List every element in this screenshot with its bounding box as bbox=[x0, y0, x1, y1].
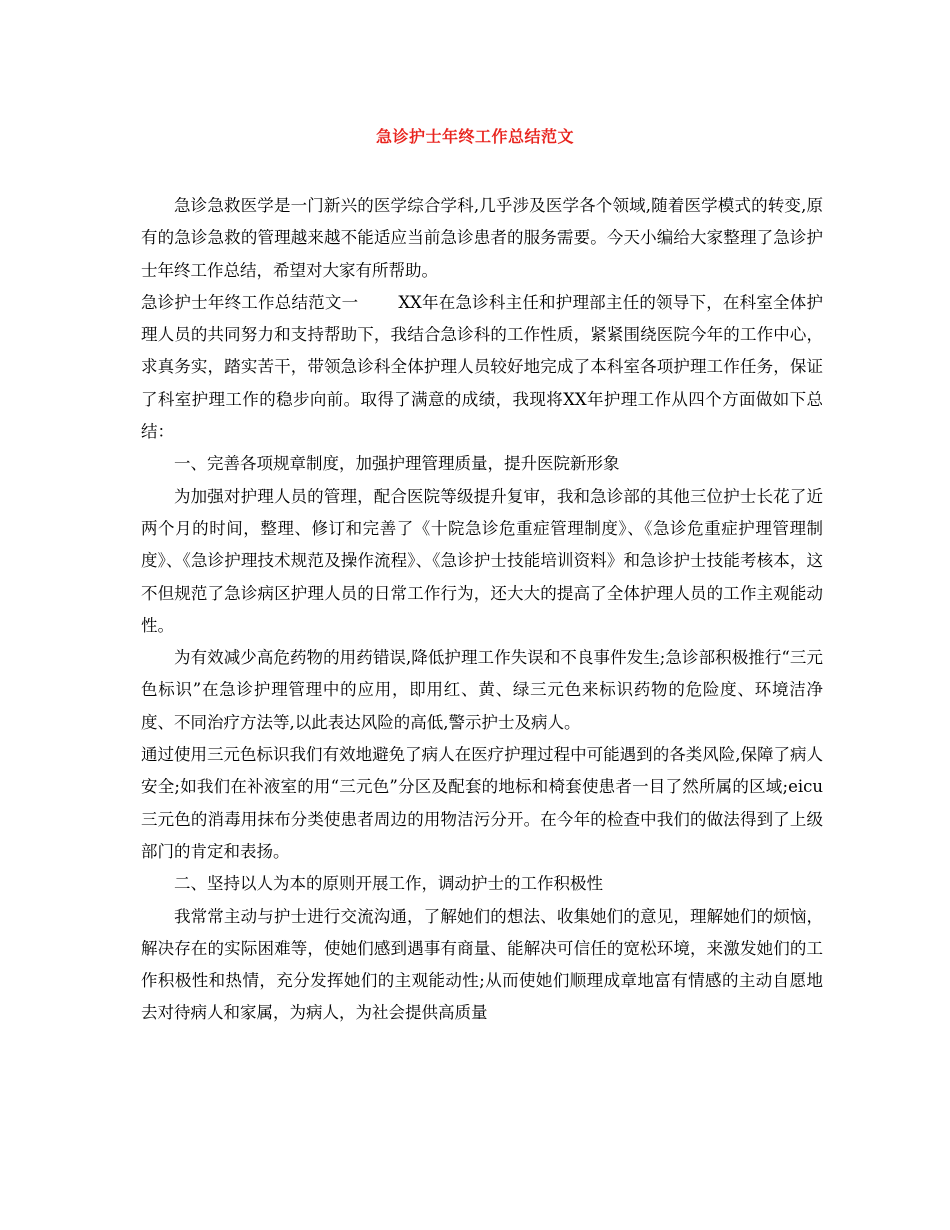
heading-two: 二、坚持以人为本的原则开展工作，调动护士的工作积极性 bbox=[174, 874, 603, 894]
paragraph-management: 为加强对护理人员的管理，配合医院等级提升复审，我和急诊部的其他三位护士长花了近两个月的时间，整理、修订和完善了《十院急诊危重症管理制度》、《急诊危重症护理管理制度》、《急诊护理技术规范及操作流程》、《急诊护士技能培训资料》和急诊护士技能考核本，这不但规范了急诊病区护理人员的日常工作行为，还大大的提高了全体护理人员的工作主观能动性。 bbox=[141, 486, 823, 635]
heading-one: 一、完善各项规章制度，加强护理管理质量，提升医院新形象 bbox=[174, 454, 620, 474]
intro-paragraph: 急诊急救医学是一门新兴的医学综合学科,几乎涉及医学各个领域,随着医学模式的转变,原有的急诊急救的管理越来越不能适应当前急诊患者的服务需要。今天小编给大家整理了急诊护士年终工作总结，希望对大家有所帮助。 bbox=[141, 196, 823, 280]
document-title: 急诊护士年终工作总结范文 bbox=[375, 127, 574, 146]
section-title: 急诊护士年终工作总结范文一 bbox=[141, 292, 359, 312]
paragraph-color-results: 通过使用三元色标识我们有效地避免了病人在医疗护理过程中可能遇到的各类风险,保障了病人安全;如我们在补液室的用“三元色”分区及配套的地标和椅套使患者一目了然所属的区域;eicu三元色的消毒用抹布分类使患者周边的用物洁污分开。在今年的检查中我们的做法得到了上级部门的肯定和表扬。 bbox=[141, 745, 823, 861]
section-lead-text: XX年在急诊科主任和护理部主任的领导下，在科室全体护理人员的共同努力和支持帮助下，我结合急诊科的工作性质，紧紧围绕医院今年的工作中心，求真务实，踏实苦干，带领急诊科全体护理人员较好地完成了本科室各项护理工作任务，保证了科室护理工作的稳步向前。取得了满意的成绩，我现将XX年护理工作从四个方面做如下总结： bbox=[141, 292, 823, 442]
paragraph-color-marking: 为有效减少高危药物的用药错误,降低护理工作失误和不良事件发生;急诊部积极推行“三元色标识”在急诊护理管理中的应用，即用红、黄、绿三元色来标识药物的危险度、环境洁净度、不同治疗方法等,以此表达风险的高低,警示护士及病人。 bbox=[141, 648, 823, 732]
section-heading-paragraph bbox=[141, 287, 823, 448]
paragraph-communication: 我常常主动与护士进行交流沟通，了解她们的想法、收集她们的意见，理解她们的烦恼，解决存在的实际困难等，使她们感到遇事有商量、能解决可信任的宽松环境，来激发她们的工作积极性和热情，充分发挥她们的主观能动性;从而使她们顺理成章地富有情感的主动自愿地去对待病人和家属，为病人，为社会提供高质量 bbox=[141, 906, 823, 1023]
document-body bbox=[141, 190, 823, 1030]
